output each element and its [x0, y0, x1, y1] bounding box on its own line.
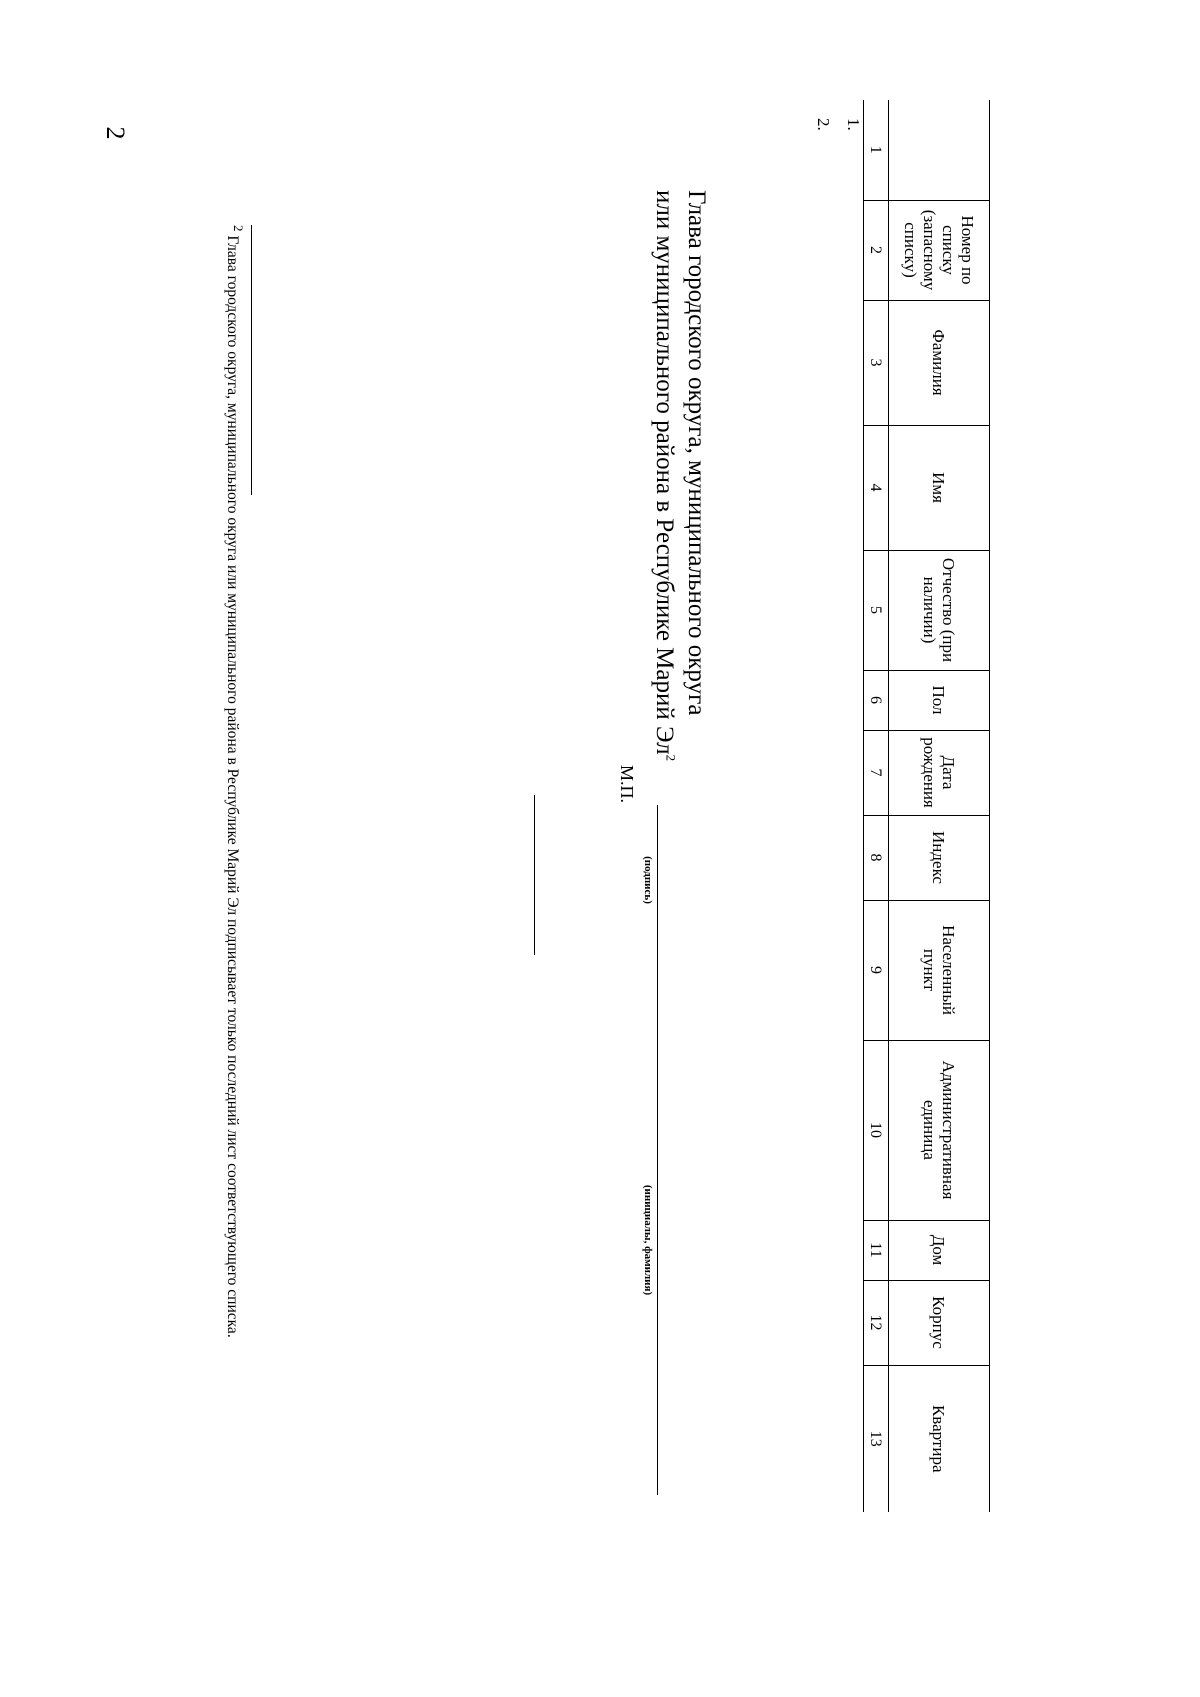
footnote-ref: 2 — [663, 754, 679, 762]
signatory-title-line-1: Глава городского округа, муниципального округа — [683, 190, 710, 716]
column-number-cell: 9 — [864, 900, 889, 1040]
footnote-mark: 2 — [231, 225, 247, 232]
header-cell: Номер по списку (запасному списку) — [889, 200, 990, 300]
row-number: 2. — [814, 118, 833, 131]
date-line — [534, 795, 535, 955]
header-cell: Фамилия — [889, 300, 990, 425]
column-number-cell: 10 — [864, 1040, 889, 1220]
header-cell: Дом — [889, 1220, 990, 1280]
header-cell: Имя — [889, 425, 990, 550]
stamp-placeholder: М.П. — [617, 765, 637, 804]
name-caption: (инициалы, фамилия) — [642, 1184, 654, 1296]
footnote-text: Глава городского округа, муниципального округа или муниципального района в Республике Марий Эл подписывает только последний лист соответствующего списка. — [224, 235, 241, 1338]
header-cell: Квартира — [889, 1365, 990, 1512]
header-cell: Пол — [889, 670, 990, 730]
table-header-row — [889, 100, 990, 1512]
header-cell — [889, 100, 990, 200]
header-cell: Корпус — [889, 1280, 990, 1365]
signatory-title — [648, 190, 712, 761]
footnote — [222, 225, 247, 1625]
header-cell: Отчество (при наличии) — [889, 550, 990, 670]
column-number-cell: 8 — [864, 815, 889, 900]
name-line — [657, 955, 658, 1495]
signatory-title-line-2: или муниципального района в Республике Марий $Эл^2$ — [651, 190, 679, 762]
column-number-cell: 11 — [864, 1220, 889, 1280]
column-number-cell: 2 — [864, 200, 889, 300]
column-number-cell: 3 — [864, 300, 889, 425]
header-cell: Административная единица — [889, 1040, 990, 1220]
footnote-rule — [251, 225, 252, 495]
header-cell: Населенный пункт — [889, 900, 990, 1040]
voters-table — [863, 100, 990, 1512]
row-number: 1. — [844, 118, 863, 131]
column-number-cell: 12 — [864, 1280, 889, 1365]
column-number-cell: 13 — [864, 1365, 889, 1512]
column-number-cell: 5 — [864, 550, 889, 670]
column-number-cell: 7 — [864, 730, 889, 815]
row-number-list — [808, 118, 868, 131]
signature-caption: (подпись) — [642, 856, 654, 904]
header-cell: Индекс — [889, 815, 990, 900]
column-number-cell: 1 — [864, 100, 889, 200]
signature-line — [657, 805, 658, 955]
column-number-row — [864, 100, 889, 1512]
column-number-cell: 6 — [864, 670, 889, 730]
header-cell: Дата рождения — [889, 730, 990, 815]
landscape-page — [100, 100, 1100, 1660]
column-number-cell: 4 — [864, 425, 889, 550]
page-number: 2 — [101, 126, 130, 140]
